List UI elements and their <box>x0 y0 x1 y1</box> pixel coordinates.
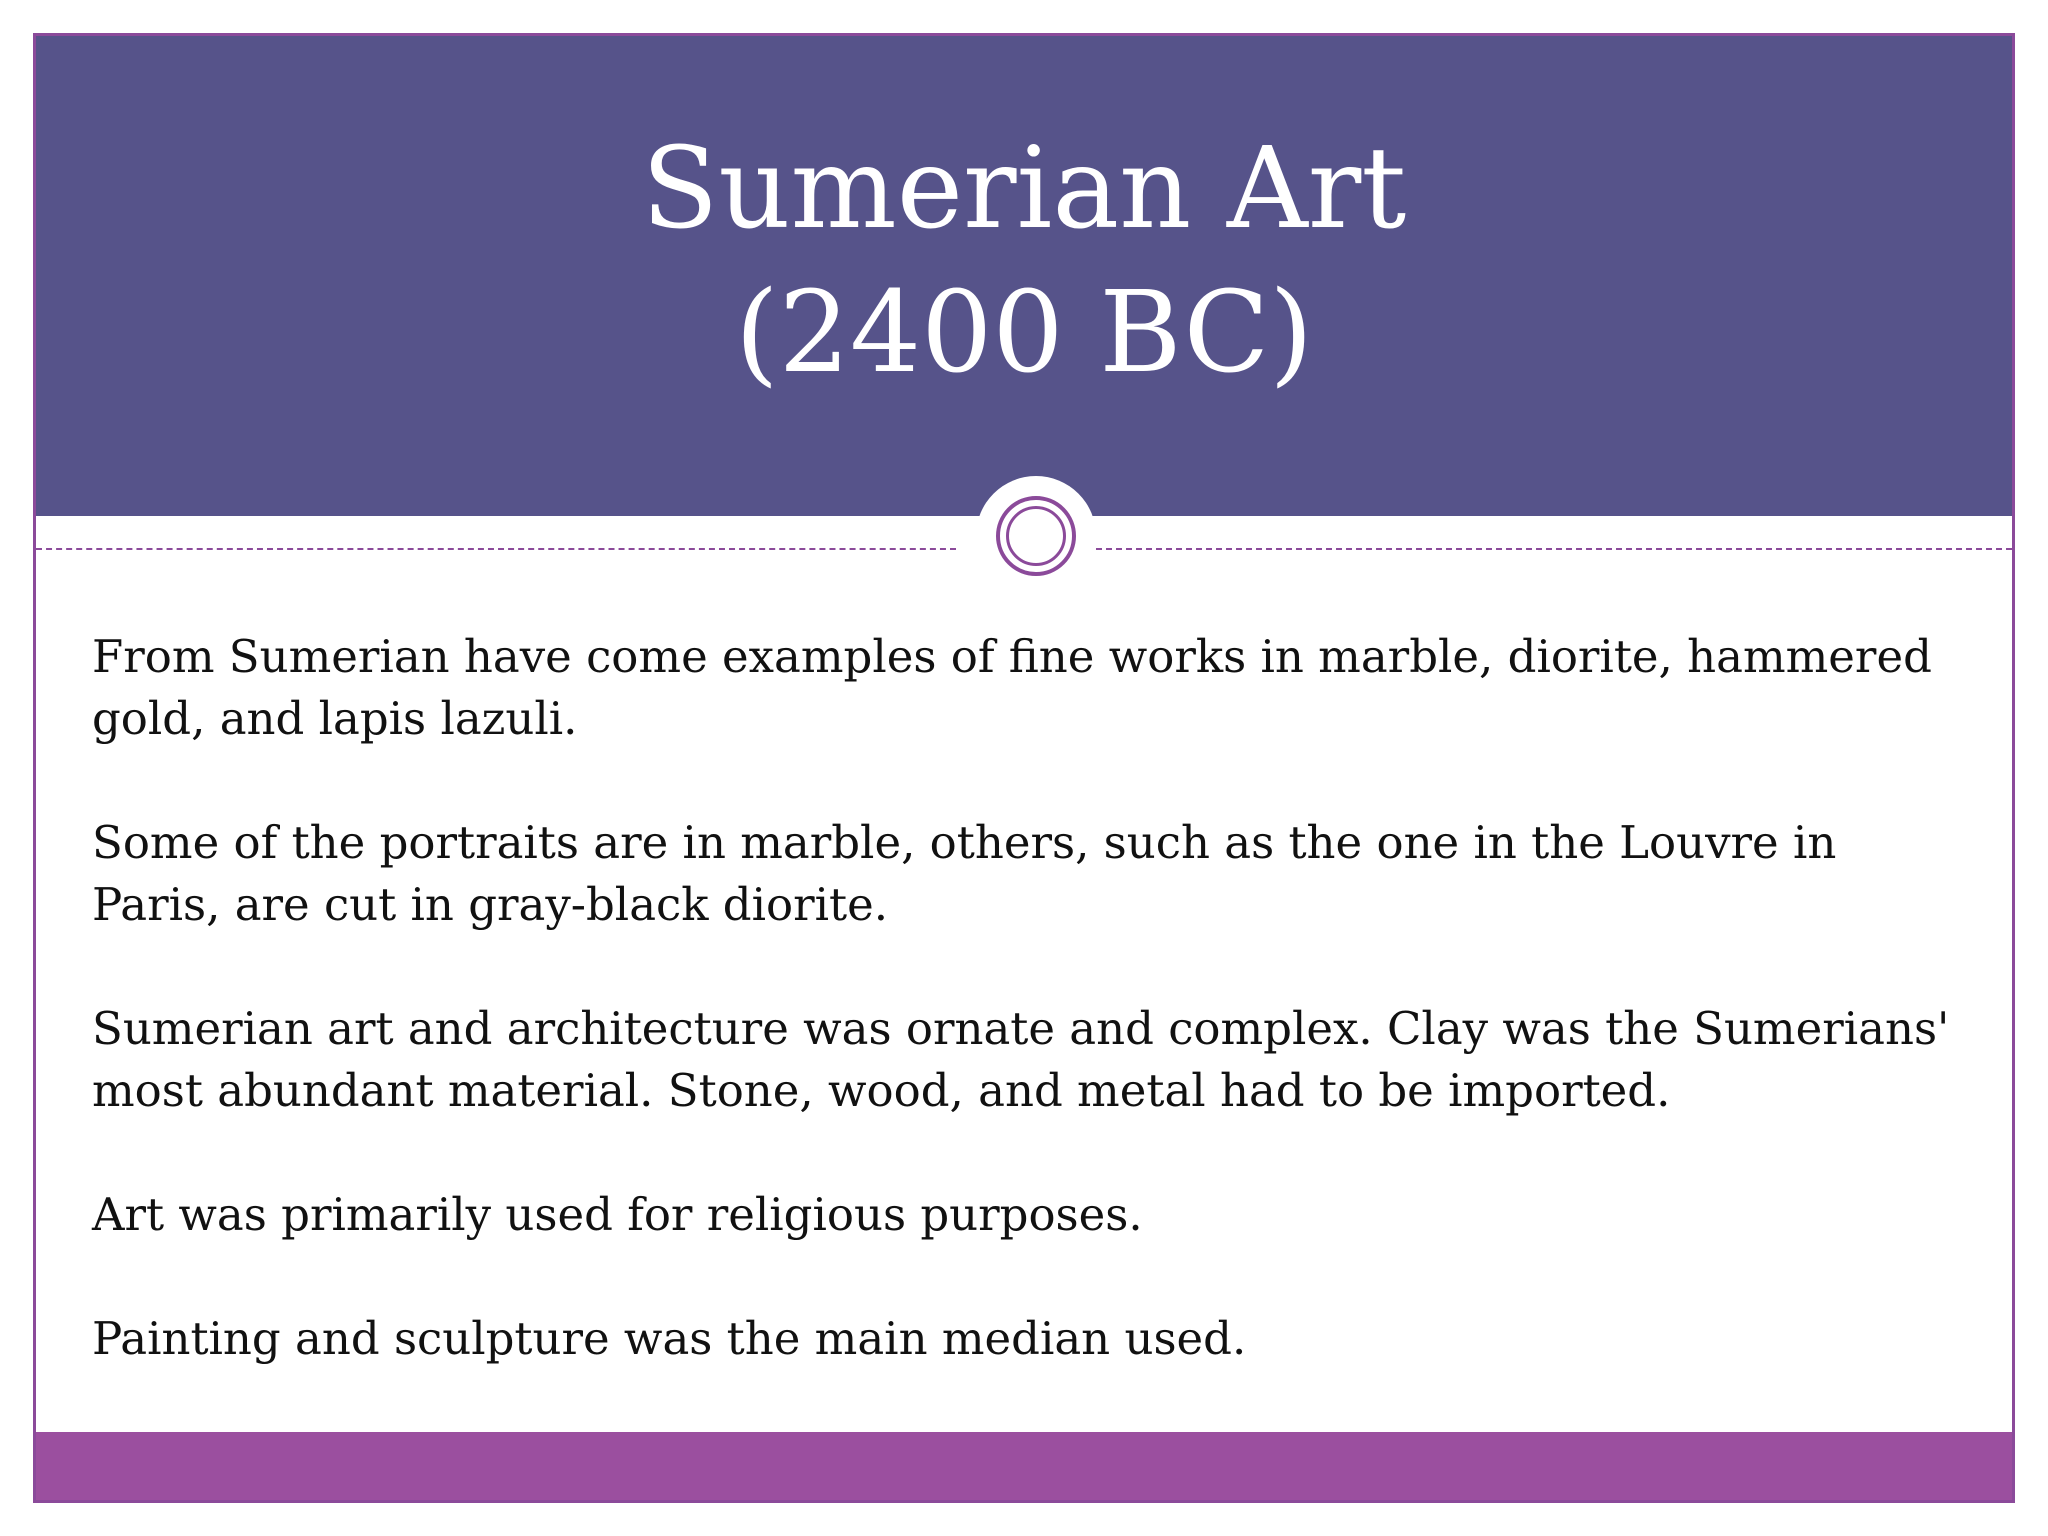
body-paragraph-2: Some of the portraits are in marble, others, such as the one in the Louvre in Paris, are cut in gray-black diorite. <box>92 816 1837 931</box>
body-paragraph-3: Sumerian art and architecture was ornate and complex. Clay was the Sumerians' most abundant material. Stone, wood, and metal had to be imported. <box>92 1002 1950 1117</box>
slide-title-line-2: (2400 BC) <box>734 268 1314 398</box>
body-paragraph-4: Art was primarily used for religious purposes. <box>92 1188 1143 1241</box>
ornament-outer-ring <box>996 496 1076 576</box>
bottom-band <box>36 1432 2012 1500</box>
slide-title-line-1: Sumerian Art <box>641 124 1407 254</box>
ornament-inner-ring <box>1006 506 1066 566</box>
slide-title <box>36 36 2012 516</box>
divider-line-left <box>36 548 956 550</box>
body-paragraph-1: From Sumerian have come examples of fine works in marble, diorite, hammered gold, and lapis lazuli. <box>92 630 1932 745</box>
slide-body <box>92 626 1972 1432</box>
body-paragraph-5: Painting and sculpture was the main median used. <box>92 1312 1247 1365</box>
circle-ornament-icon <box>976 476 1096 596</box>
slide <box>33 33 2015 1503</box>
divider-line-right <box>1096 548 2012 550</box>
